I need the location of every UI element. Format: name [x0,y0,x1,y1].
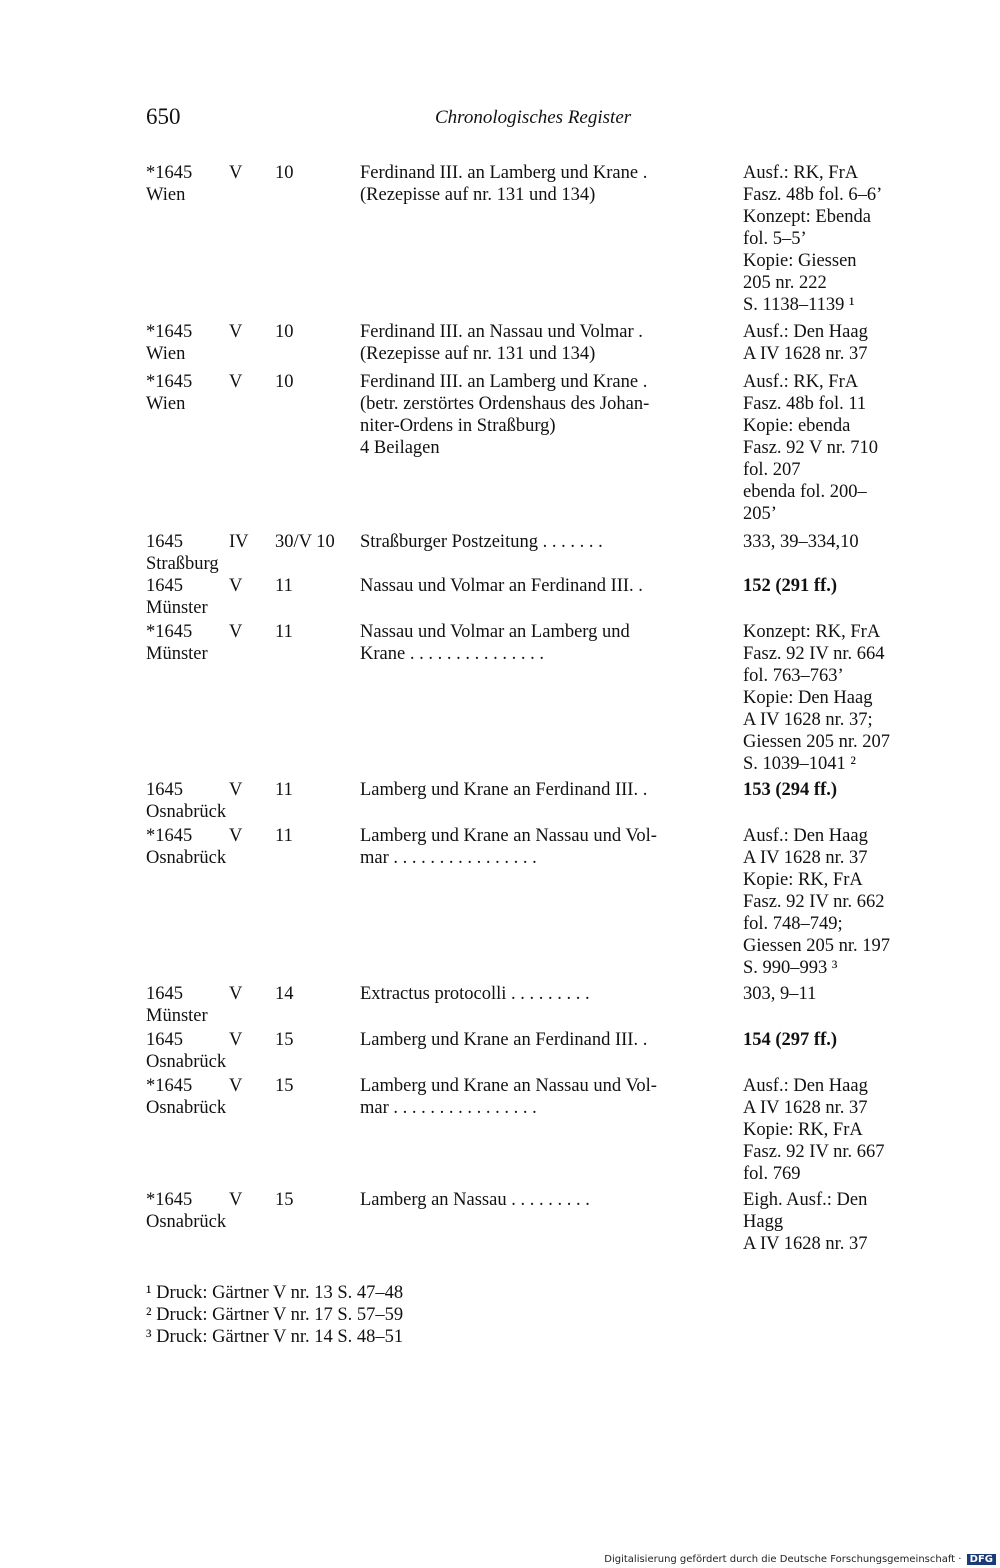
source-line: 333, 39–334,10 [743,532,859,552]
entry-year: *1645 [146,322,193,342]
summary-line: Ferdinand III. an Nassau und Volmar . [360,322,643,342]
source-line: Konzept: Ebenda [743,207,871,227]
entry-day: 11 [275,826,293,846]
summary-line: Lamberg und Krane an Nassau und Vol- [360,826,657,846]
entry-month: IV [229,532,249,552]
source-line: A IV 1628 nr. 37 [743,1098,868,1118]
entry-year: 1645 [146,780,183,800]
source-line: Kopie: Den Haag [743,688,873,708]
entry-source [743,531,943,553]
summary-line: (betr. zerstörtes Ordenshaus des Johan- [360,394,650,414]
entry-month: V [229,1190,243,1210]
entry-place: Straßburg [146,554,219,574]
entry-year: 1645 [146,532,183,552]
summary-line: Straßburger Postzeitung . . . . . . . [360,532,603,552]
footnote: ¹ Druck: Gärtner V nr. 13 S. 47–48 [146,1283,404,1303]
source-line: 153 (294 ff.) [743,780,838,800]
summary-line: Nassau und Volmar an Ferdinand III. . [360,576,643,596]
source-line: 154 (297 ff.) [743,1030,838,1050]
entry-summary [360,1189,722,1211]
entry-place: Osnabrück [146,1052,227,1072]
source-line: S. 990–993 ³ [743,958,838,978]
summary-line: (Rezepisse auf nr. 131 und 134) [360,185,596,205]
summary-line: Krane . . . . . . . . . . . . . . . [360,644,544,664]
source-line: Kopie: RK, FrA [743,1120,863,1140]
entry-year: *1645 [146,372,193,392]
source-line: 205’ [743,504,777,524]
entry-place: Wien [146,185,186,205]
footnote: ³ Druck: Gärtner V nr. 14 S. 48–51 [146,1327,404,1347]
entry-day: 15 [275,1030,294,1050]
entry-summary [360,983,722,1005]
entry-summary [360,575,722,597]
entry-day: 10 [275,163,294,183]
entry-year: 1645 [146,984,183,1004]
footnote: ² Druck: Gärtner V nr. 17 S. 57–59 [146,1305,404,1325]
dfg-logo: DFG [967,1554,996,1565]
summary-line: Nassau und Volmar an Lamberg und [360,622,630,642]
source-line: Kopie: RK, FrA [743,870,863,890]
page-number: 650 [146,104,181,129]
summary-line: Extractus protocolli . . . . . . . . . [360,984,590,1004]
entry-source [743,621,943,775]
source-line: Fasz. 48b fol. 6–6’ [743,185,883,205]
entry-month: V [229,322,243,342]
entry-source [743,321,943,365]
entry-source [743,575,943,597]
entry-source [743,825,943,979]
entry-day: 15 [275,1076,294,1096]
entry-place: Osnabrück [146,1212,227,1232]
entry-year: *1645 [146,622,193,642]
entry-source [743,983,943,1005]
entry-place: Osnabrück [146,848,227,868]
entry-source [743,371,943,525]
source-line: Fasz. 92 IV nr. 667 [743,1142,885,1162]
source-line: 205 nr. 222 [743,273,827,293]
source-line: Ausf.: Den Haag [743,1076,868,1096]
source-line: fol. 769 [743,1164,801,1184]
entry-day: 14 [275,984,294,1004]
source-line: fol. 748–749; [743,914,843,934]
summary-line: mar . . . . . . . . . . . . . . . . [360,1098,537,1118]
source-line: Giessen 205 nr. 197 [743,936,890,956]
entry-summary [360,779,722,801]
source-line: Ausf.: Den Haag [743,322,868,342]
source-line: Konzept: RK, FrA [743,622,881,642]
source-line: fol. 207 [743,460,801,480]
source-line: S. 1138–1139 ¹ [743,295,855,315]
entry-day: 11 [275,622,293,642]
entry-summary [360,621,722,665]
entry-source [743,1189,943,1255]
source-line: A IV 1628 nr. 37 [743,848,868,868]
entry-summary [360,162,722,206]
footnotes [146,1282,403,1348]
entry-month: V [229,984,243,1004]
summary-line: mar . . . . . . . . . . . . . . . . [360,848,537,868]
source-line: Ausf.: Den Haag [743,826,868,846]
entry-summary [360,1029,722,1051]
entry-place: Münster [146,1006,208,1026]
entry-place: Münster [146,644,208,664]
source-line: A IV 1628 nr. 37 [743,1234,868,1254]
source-line: A IV 1628 nr. 37 [743,344,868,364]
summary-line: (Rezepisse auf nr. 131 und 134) [360,344,596,364]
credit-text: Digitalisierung gefördert durch die Deutsche Forschungsgemeinschaft · [604,1554,962,1565]
entry-place: Osnabrück [146,802,227,822]
summary-line: Ferdinand III. an Lamberg und Krane . [360,163,648,183]
source-line: fol. 5–5’ [743,229,807,249]
entry-month: V [229,826,243,846]
source-line: Hagg [743,1212,784,1232]
entry-day: 10 [275,372,294,392]
source-line: ebenda fol. 200– [743,482,867,502]
entry-source [743,162,943,316]
entry-day: 30/V 10 [275,532,335,552]
entry-year: 1645 [146,1030,183,1050]
source-line: Fasz. 48b fol. 11 [743,394,867,414]
entry-month: V [229,163,243,183]
entry-source [743,1029,943,1051]
entry-day: 11 [275,780,293,800]
running-title: Chronologisches Register [435,107,632,128]
source-line: Eigh. Ausf.: Den [743,1190,868,1210]
entry-month: V [229,622,243,642]
entry-month: V [229,1030,243,1050]
entry-day: 10 [275,322,294,342]
entry-place: Osnabrück [146,1098,227,1118]
entry-place: Wien [146,394,186,414]
entry-year: *1645 [146,826,193,846]
summary-line: Lamberg und Krane an Ferdinand III. . [360,1030,648,1050]
entry-month: V [229,780,243,800]
entry-month: V [229,372,243,392]
source-line: Fasz. 92 V nr. 710 [743,438,878,458]
source-line: A IV 1628 nr. 37; [743,710,873,730]
source-line: Fasz. 92 IV nr. 662 [743,892,885,912]
source-line: Ausf.: RK, FrA [743,372,859,392]
entry-day: 15 [275,1190,294,1210]
source-line: Ausf.: RK, FrA [743,163,859,183]
summary-line: Lamberg und Krane an Nassau und Vol- [360,1076,657,1096]
entry-month: V [229,576,243,596]
entry-month: V [229,1076,243,1096]
source-line: Giessen 205 nr. 207 [743,732,890,752]
entry-place: Wien [146,344,186,364]
entry-summary [360,531,722,553]
source-line: S. 1039–1041 ² [743,754,856,774]
digitization-credit [604,1554,996,1565]
entry-year: *1645 [146,163,193,183]
entry-source [743,779,943,801]
source-line: Kopie: Giessen [743,251,857,271]
entry-place: Münster [146,598,208,618]
source-line: 303, 9–11 [743,984,817,1004]
source-line: 152 (291 ff.) [743,576,838,596]
source-line: fol. 763–763’ [743,666,844,686]
entry-year: *1645 [146,1190,193,1210]
entry-source [743,1075,943,1185]
summary-line: niter-Ordens in Straßburg) [360,416,556,436]
entry-year: 1645 [146,576,183,596]
entry-day: 11 [275,576,293,596]
entry-summary [360,321,722,365]
entry-year: *1645 [146,1076,193,1096]
source-line: Kopie: ebenda [743,416,851,436]
source-line: Fasz. 92 IV nr. 664 [743,644,885,664]
entry-summary [360,1075,722,1119]
summary-line: 4 Beilagen [360,438,440,458]
summary-line: Ferdinand III. an Lamberg und Krane . [360,372,648,392]
summary-line: Lamberg an Nassau . . . . . . . . . [360,1190,590,1210]
entry-summary [360,825,722,869]
entry-summary [360,371,722,459]
summary-line: Lamberg und Krane an Ferdinand III. . [360,780,648,800]
